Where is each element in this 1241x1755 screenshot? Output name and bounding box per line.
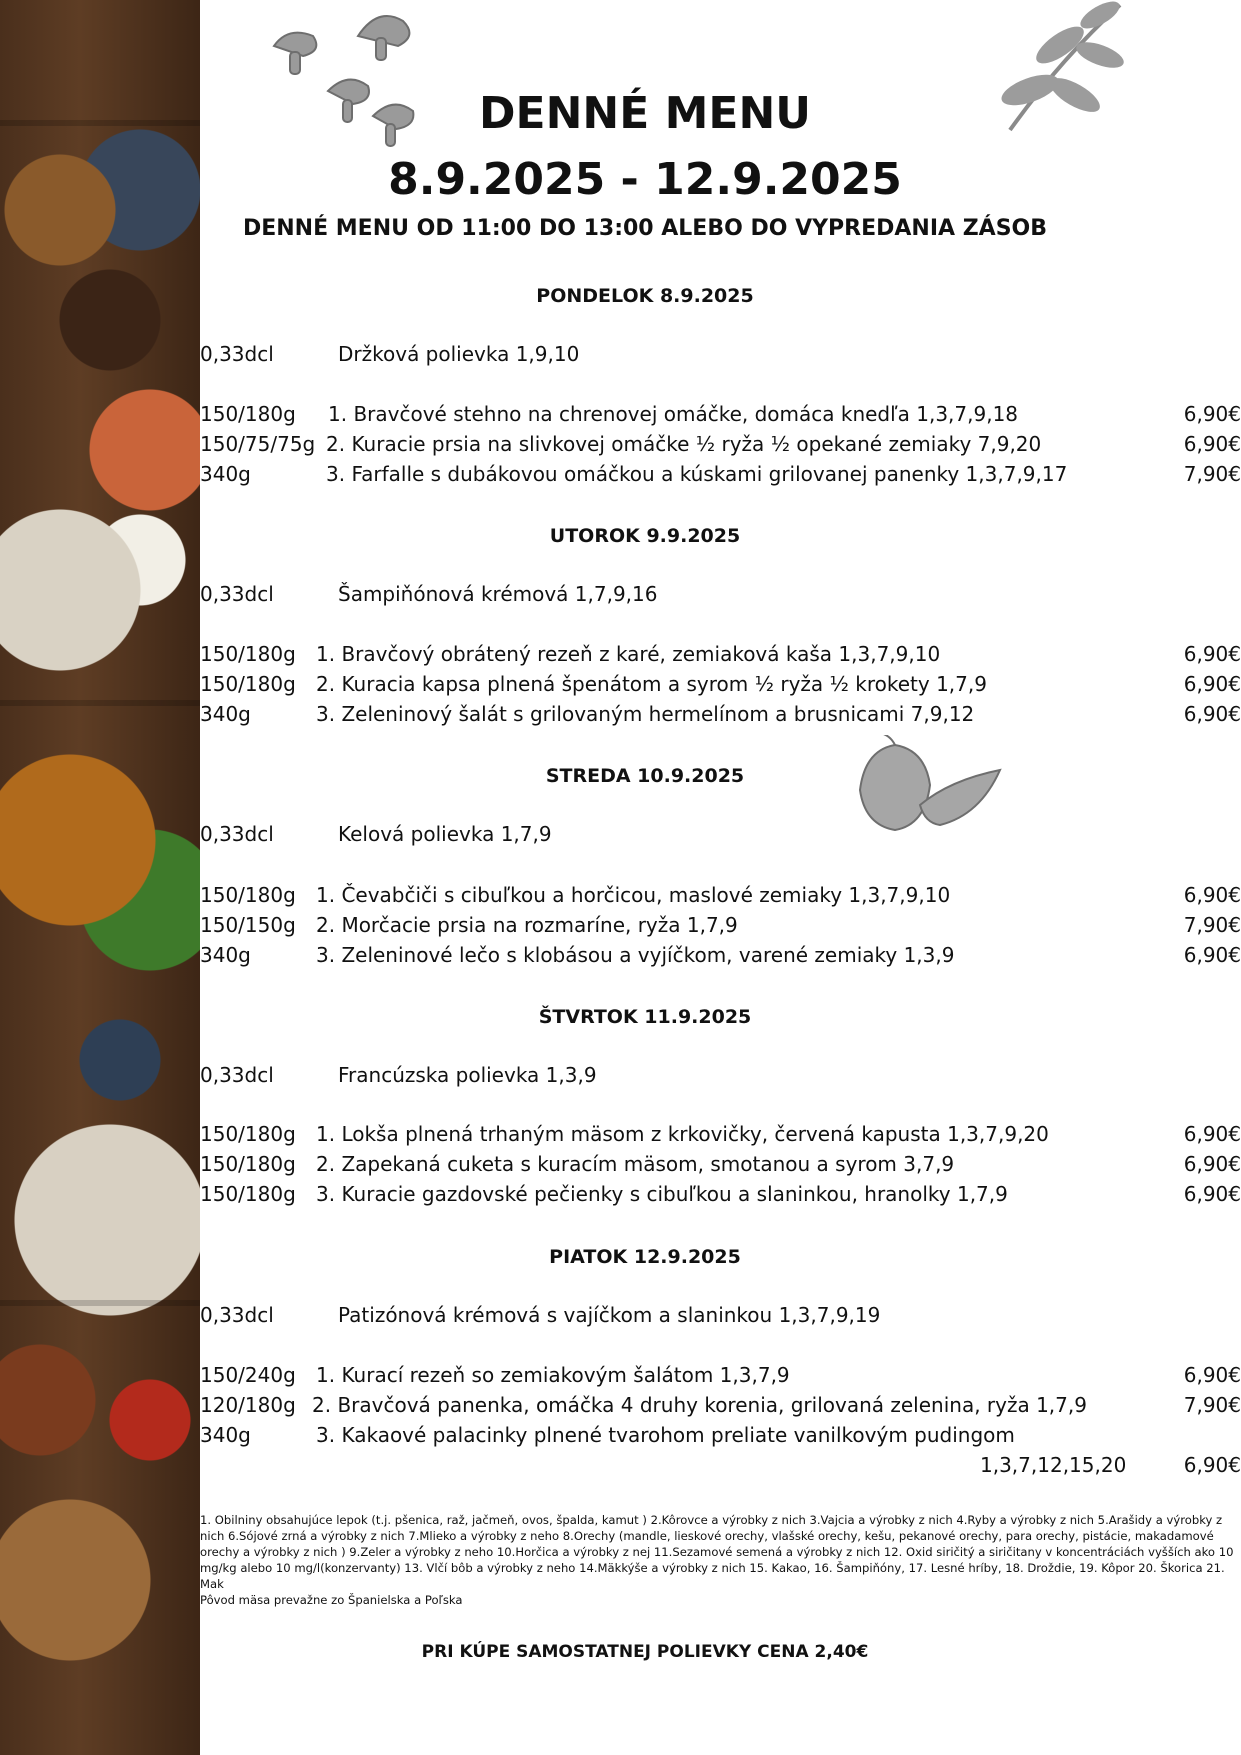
portion-size: 150/180g (200, 672, 296, 696)
dish-name: Francúzska polievka 1,3,9 (338, 1063, 597, 1087)
dish-name: Kelová polievka 1,7,9 (338, 822, 552, 846)
dish-name: Držková polievka 1,9,10 (338, 342, 580, 366)
soup-price-note: PRI KÚPE SAMOSTATNEJ POLIEVKY CENA 2,40€ (421, 1642, 869, 1662)
dish-name: 2. Kuracia kapsa plnená špenátom a syrom ½ ryža ½ krokety 1,7,9 (316, 672, 987, 696)
price: 6,90€ (1183, 672, 1241, 696)
allergen-footnotes (200, 1512, 1241, 1608)
day-heading: STREDA 10.9.2025 (545, 765, 745, 787)
portion-size: 0,33dcl (200, 1303, 274, 1327)
portion-size: 150/180g (200, 642, 296, 666)
price: 6,90€ (1183, 402, 1241, 426)
soup-row (200, 822, 1241, 850)
meal-row (200, 943, 1241, 971)
meal-row (200, 1363, 1241, 1391)
meal-row (200, 402, 1241, 430)
portion-size: 340g (200, 943, 251, 967)
portion-size: 0,33dcl (200, 342, 274, 366)
price: 7,90€ (1183, 913, 1241, 937)
meal-row (200, 462, 1241, 490)
portion-size: 150/180g (200, 1152, 296, 1176)
meal-row (200, 1122, 1241, 1150)
portion-size: 150/150g (200, 913, 296, 937)
price: 6,90€ (1183, 1363, 1241, 1387)
menu-page (200, 0, 1241, 1755)
meal-row (200, 913, 1241, 941)
meal-row (200, 1423, 1241, 1451)
meal-row (200, 432, 1241, 460)
dish-name: 1. Bravčové stehno na chrenovej omáčke, domáca knedľa 1,3,7,9,18 (328, 402, 1019, 426)
dish-name: 3. Zeleninový šalát s grilovaným hermelínom a brusnicami 7,9,12 (316, 702, 975, 726)
price: 6,90€ (1183, 1453, 1241, 1477)
price: 6,90€ (1183, 943, 1241, 967)
allergen-list: 1. Obilniny obsahujúce lepok (t.j. pšenica, raž, jačmeň, ovos, špalda, kamut ) 2.Kôrovce a výrobky z nich 3.Vajcia a výrobky z nich 4.Ryby a výrobky z nich 5.Arašidy a výrobky z nich 6.Sójové zrná a výrobky z nich 7.Mlieko a výrobky z neho 8.Orechy (mandle, lieskové orechy, vlašské orechy, kešu, pekanové orechy, para orechy, pistácie, makadamové orechy a výrobky z nich ) 9.Zeler a výrobky z neho 10.Horčica a výrobky z nej 11.Sezamové semená a výrobky z nich 12. Oxid siričitý a siričitany v koncentráciách vyšších ako 10 mg/kg alebo 10 mg/l(konzervanty) 13. Vlčí bôb a výrobky z neho 14.Mäkkýše a výrobky z nich 15. Kakao, 16. Šampiňóny, 17. Lesné hríby, 18. Droždie, 19. Kôpor 20. Škorica 21. Mak (200, 1513, 1234, 1591)
soup-row (200, 582, 1241, 610)
price: 6,90€ (1183, 432, 1241, 456)
portion-size: 340g (200, 702, 251, 726)
allergen-codes: 1,3,7,12,15,20 (980, 1453, 1127, 1477)
portion-size: 150/180g (200, 1182, 296, 1206)
dish-name: Patizónová krémová s vajíčkom a slaninkou 1,3,7,9,19 (338, 1303, 881, 1327)
portion-size: 0,33dcl (200, 582, 274, 606)
meal-row (200, 642, 1241, 670)
meal-row-continued (200, 1453, 1241, 1481)
portion-size: 340g (200, 462, 251, 486)
page-title: DENNÉ MENU (479, 88, 811, 139)
meal-row (200, 1182, 1241, 1210)
soup-row (200, 1303, 1241, 1331)
dish-name: 1. Čevabčiči s cibuľkou a horčicou, maslové zemiaky 1,3,7,9,10 (316, 883, 951, 907)
price: 6,90€ (1183, 1182, 1241, 1206)
price: 6,90€ (1183, 883, 1241, 907)
price: 6,90€ (1183, 642, 1241, 666)
dish-name: 2. Kuracie prsia na slivkovej omáčke ½ ryža ½ opekané zemiaky 7,9,20 (326, 432, 1042, 456)
dish-name: 1. Lokša plnená trhaným mäsom z krkovičky, červená kapusta 1,3,7,9,20 (316, 1122, 1049, 1146)
portion-size: 150/75/75g (200, 432, 316, 456)
day-heading: ŠTVRTOK 11.9.2025 (538, 1006, 752, 1028)
soup-row (200, 1063, 1241, 1091)
dish-name: 3. Farfalle s dubákovou omáčkou a kúskami grilovanej panenky 1,3,7,9,17 (326, 462, 1068, 486)
price: 7,90€ (1183, 1393, 1241, 1417)
date-range: 8.9.2025 - 12.9.2025 (388, 154, 902, 205)
portion-size: 150/180g (200, 402, 296, 426)
portion-size: 150/240g (200, 1363, 296, 1387)
meal-row (200, 672, 1241, 700)
portion-size: 0,33dcl (200, 1063, 274, 1087)
dish-name: 2. Zapekaná cuketa s kuracím mäsom, smotanou a syrom 3,7,9 (316, 1152, 955, 1176)
meal-row (200, 883, 1241, 911)
dish-name: 1. Kurací rezeň so zemiakovým šalátom 1,3,7,9 (316, 1363, 790, 1387)
day-heading: PIATOK 12.9.2025 (549, 1246, 741, 1268)
portion-size: 120/180g (200, 1393, 296, 1417)
price: 6,90€ (1183, 1122, 1241, 1146)
dish-name: Šampiňónová krémová 1,7,9,16 (338, 582, 658, 606)
dish-name: 3. Kakaové palacinky plnené tvarohom preliate vanilkovým pudingom (316, 1423, 1015, 1447)
dish-name: 2. Bravčová panenka, omáčka 4 druhy korenia, grilovaná zelenina, ryža 1,7,9 (312, 1393, 1087, 1417)
dish-name: 1. Bravčový obrátený rezeň z karé, zemiaková kaša 1,3,7,9,10 (316, 642, 941, 666)
price: 6,90€ (1183, 702, 1241, 726)
day-heading: UTOROK 9.9.2025 (549, 525, 741, 547)
meal-row (200, 702, 1241, 730)
dish-name: 3. Kuracie gazdovské pečienky s cibuľkou a slaninkou, hranolky 1,7,9 (316, 1182, 1008, 1206)
portion-size: 150/180g (200, 883, 296, 907)
day-heading: PONDELOK 8.9.2025 (536, 285, 754, 307)
food-photo-strip (0, 0, 200, 1755)
dish-name: 2. Morčacie prsia na rozmaríne, ryža 1,7,9 (316, 913, 738, 937)
menu-hours: DENNÉ MENU OD 11:00 DO 13:00 ALEBO DO VYPREDANIA ZÁSOB (242, 216, 1048, 241)
meal-row (200, 1393, 1241, 1421)
soup-row (200, 342, 1241, 370)
price: 6,90€ (1183, 1152, 1241, 1176)
dish-name: 3. Zeleninové lečo s klobásou a vyjíčkom, varené zemiaky 1,3,9 (316, 943, 955, 967)
price: 7,90€ (1183, 462, 1241, 486)
portion-size: 340g (200, 1423, 251, 1447)
portion-size: 0,33dcl (200, 822, 274, 846)
meal-row (200, 1152, 1241, 1180)
portion-size: 150/180g (200, 1122, 296, 1146)
meat-origin: Pôvod mäsa prevažne zo Španielska a Poľska (200, 1593, 463, 1607)
